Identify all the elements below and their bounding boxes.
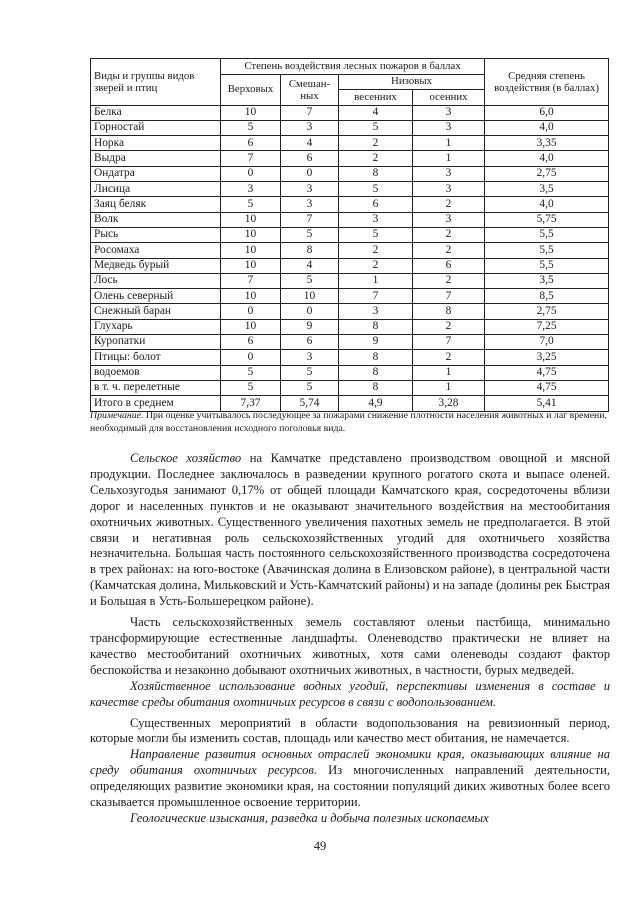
table-row [91, 182, 609, 197]
header-crown: Верховых [221, 75, 281, 106]
cell-species: Выдра [91, 151, 221, 166]
cell-mixed: 5 [281, 227, 339, 242]
cell-average: 2,75 [485, 304, 609, 319]
cell-crown: 7 [221, 151, 281, 166]
cell-species: Росомаха [91, 243, 221, 258]
cell-average: 6,0 [485, 105, 609, 120]
table-row [91, 197, 609, 212]
note-text: При оценке учитывалось последующее за пожарами снижение плотности населения животных и лаг времени, необходимый для восстановления исходного поголовья вида. [90, 410, 607, 434]
cell-species: Лисица [91, 182, 221, 197]
cell-average: 5,41 [485, 396, 609, 411]
cell-species: Норка [91, 136, 221, 151]
table-row [91, 380, 609, 395]
cell-average: 8,5 [485, 289, 609, 304]
cell-average: 7,25 [485, 319, 609, 334]
table-row [91, 350, 609, 365]
header-ground-group: Низовых [339, 75, 485, 90]
cell-spring: 6 [339, 197, 413, 212]
cell-spring: 3 [339, 304, 413, 319]
cell-crown: 10 [221, 258, 281, 273]
page-number: 49 [313, 839, 327, 853]
cell-mixed: 9 [281, 319, 339, 334]
table-row [91, 289, 609, 304]
cell-autumn: 2 [413, 350, 485, 365]
cell-autumn: 3 [413, 182, 485, 197]
cell-average: 4,75 [485, 380, 609, 395]
cell-crown: 10 [221, 105, 281, 120]
table-row [91, 304, 609, 319]
cell-mixed: 7 [281, 105, 339, 120]
cell-spring: 8 [339, 350, 413, 365]
paragraph-agriculture-text: на Камчатке представлено производством овощной и мясной продукции. Последнее заключалось в разведении крупного рогатого скота и выпасе оленей. Сельхозугодья занимают 0,17% от общей площади Камчатского края, сосредоточены вблизи дорог и населенных пунктов и не оказывают значительного воздействия на местообитания охотничьих животных. Существенного увеличения пахотных земель не предполагается. В этой связи и негативная роль сельскохозяйственных угодий для охотничьего хозяйства незначительна. Большая часть постоянного сельскохозяйственного производства сосредоточена в трех районах: на юго-востоке (Авачинская долина в Елизовском районе), в центральной части (Камчатская долина, Мильковский и Усть-Камчатский районы) и на западе (долины рек Быстрая и Большая в Усть-Большерецком районе). [90, 451, 610, 609]
cell-average: 5,5 [485, 243, 609, 258]
cell-average: 3,5 [485, 182, 609, 197]
table-row [91, 227, 609, 242]
note-label: Примечание. [90, 410, 144, 421]
cell-spring: 3 [339, 212, 413, 227]
cell-mixed: 3 [281, 120, 339, 135]
cell-mixed: 4 [281, 258, 339, 273]
cell-spring: 7 [339, 289, 413, 304]
cell-autumn: 2 [413, 243, 485, 258]
cell-species: Горностай [91, 120, 221, 135]
cell-autumn: 1 [413, 365, 485, 380]
cell-mixed: 5,74 [281, 396, 339, 411]
table-row [91, 365, 609, 380]
table-row [91, 166, 609, 181]
heading-geology: Геологические изыскания, разведка и добыча полезных ископаемых [130, 810, 489, 825]
paragraph-economy-text: Из многочисленных направлений деятельности, определяющих развитие экономики края, на состоянии популяций диких животных более всего сказывается промышленное освоение территории. [90, 763, 610, 810]
cell-mixed: 0 [281, 304, 339, 319]
cell-mixed: 3 [281, 197, 339, 212]
table-row [91, 335, 609, 350]
cell-average: 4,0 [485, 151, 609, 166]
cell-crown: 0 [221, 304, 281, 319]
cell-spring: 2 [339, 243, 413, 258]
cell-crown: 3 [221, 182, 281, 197]
cell-average: 7,0 [485, 335, 609, 350]
cell-species: Птицы: болот [91, 350, 221, 365]
cell-spring: 4 [339, 105, 413, 120]
cell-species: Лось [91, 273, 221, 288]
cell-average: 3,35 [485, 136, 609, 151]
cell-autumn: 2 [413, 197, 485, 212]
cell-crown: 5 [221, 197, 281, 212]
cell-mixed: 5 [281, 365, 339, 380]
cell-mixed: 5 [281, 273, 339, 288]
cell-crown: 7 [221, 273, 281, 288]
cell-spring: 2 [339, 136, 413, 151]
header-autumn: осенних [413, 90, 485, 105]
cell-crown: 6 [221, 136, 281, 151]
cell-autumn: 6 [413, 258, 485, 273]
cell-species: Глухарь [91, 319, 221, 334]
cell-average: 2,75 [485, 166, 609, 181]
cell-mixed: 5 [281, 380, 339, 395]
cell-species: Волк [91, 212, 221, 227]
cell-crown: 10 [221, 227, 281, 242]
cell-autumn: 3 [413, 212, 485, 227]
cell-crown: 5 [221, 380, 281, 395]
cell-spring: 2 [339, 258, 413, 273]
cell-crown: 5 [221, 365, 281, 380]
cell-crown: 0 [221, 166, 281, 181]
cell-crown: 0 [221, 350, 281, 365]
cell-mixed: 3 [281, 350, 339, 365]
cell-spring: 8 [339, 365, 413, 380]
table-row [91, 243, 609, 258]
cell-spring: 1 [339, 273, 413, 288]
paragraph-reindeer: Часть сельскохозяйственных земель составляют оленьи пастбища, минимально трансформирующие естественные ландшафты. Оленеводство практически не влияет на качество местообитаний охотничьих животных, хотя сами оленеводы создают фактор беспокойства и незаконно добывают охотничьих животных, в частности, бурых медведей. [90, 615, 610, 677]
cell-autumn: 1 [413, 380, 485, 395]
cell-mixed: 4 [281, 136, 339, 151]
cell-species: Куропатки [91, 335, 221, 350]
cell-crown: 7,37 [221, 396, 281, 411]
cell-autumn: 3 [413, 166, 485, 181]
cell-mixed: 10 [281, 289, 339, 304]
cell-species: Олень северный [91, 289, 221, 304]
cell-mixed: 0 [281, 166, 339, 181]
paragraph-agriculture [90, 451, 610, 610]
table-note [90, 410, 610, 435]
cell-species: Медведь бурый [91, 258, 221, 273]
header-mixed: Смешан-ных [281, 75, 339, 106]
cell-spring: 8 [339, 319, 413, 334]
cell-average: 4,0 [485, 197, 609, 212]
cell-species: в т. ч. перелетные [91, 380, 221, 395]
cell-crown: 10 [221, 289, 281, 304]
cell-average: 4,0 [485, 120, 609, 135]
table-row [91, 273, 609, 288]
cell-mixed: 6 [281, 335, 339, 350]
header-degree-group: Степень воздействия лесных пожаров в баллах [221, 59, 485, 75]
table-row [91, 258, 609, 273]
cell-autumn: 7 [413, 289, 485, 304]
paragraph-economy [90, 747, 610, 811]
fire-impact-table [90, 58, 609, 412]
cell-mixed: 8 [281, 243, 339, 258]
table-row [91, 151, 609, 166]
cell-spring: 5 [339, 227, 413, 242]
cell-spring: 8 [339, 380, 413, 395]
cell-mixed: 7 [281, 212, 339, 227]
cell-average: 5,5 [485, 258, 609, 273]
body-text [90, 451, 610, 827]
cell-crown: 10 [221, 212, 281, 227]
cell-autumn: 2 [413, 227, 485, 242]
cell-crown: 10 [221, 243, 281, 258]
cell-autumn: 1 [413, 136, 485, 151]
cell-autumn: 2 [413, 273, 485, 288]
cell-species: Ондатра [91, 166, 221, 181]
cell-species: водоемов [91, 365, 221, 380]
paragraph-agriculture-lead: Сельское хозяйство [130, 451, 242, 465]
header-spring: весенних [339, 90, 413, 105]
cell-crown: 6 [221, 335, 281, 350]
cell-spring: 5 [339, 182, 413, 197]
cell-crown: 5 [221, 120, 281, 135]
table-row [91, 396, 609, 411]
cell-spring: 2 [339, 151, 413, 166]
table-body [91, 105, 609, 411]
cell-species: Белка [91, 105, 221, 120]
cell-mixed: 6 [281, 151, 339, 166]
cell-spring: 8 [339, 166, 413, 181]
cell-average: 4,75 [485, 365, 609, 380]
cell-species: Итого в среднем [91, 396, 221, 411]
table-row [91, 120, 609, 135]
cell-mixed: 3 [281, 182, 339, 197]
header-average: Средняя степень воздействия (в баллах) [485, 59, 609, 106]
cell-species: Снежный баран [91, 304, 221, 319]
cell-spring: 9 [339, 335, 413, 350]
cell-species: Заяц беляк [91, 197, 221, 212]
table-row [91, 319, 609, 334]
heading-water-use: Хозяйственное использование водных угодий, перспективы изменения в составе и качестве среды обитания охотничьих ресурсов в связи с водопользованием. [90, 678, 610, 709]
cell-average: 5,75 [485, 212, 609, 227]
cell-autumn: 3 [413, 105, 485, 120]
cell-autumn: 2 [413, 319, 485, 334]
cell-autumn: 7 [413, 335, 485, 350]
cell-average: 3,5 [485, 273, 609, 288]
cell-crown: 10 [221, 319, 281, 334]
paragraph-economy-lead: Направление развития основных отраслей экономики края, оказывающих влияние на среду обитания охотничьих ресурсов. [90, 747, 610, 778]
cell-spring: 5 [339, 120, 413, 135]
cell-average: 5,5 [485, 227, 609, 242]
cell-autumn: 3,28 [413, 396, 485, 411]
cell-species: Рысь [91, 227, 221, 242]
cell-autumn: 3 [413, 120, 485, 135]
table-row [91, 136, 609, 151]
table-row [91, 105, 609, 120]
header-species: Виды и группы видов зверей и птиц [91, 59, 221, 106]
cell-autumn: 8 [413, 304, 485, 319]
paragraph-water-measures: Существенных мероприятий в области водопользования на ревизионный период, которые могли бы изменить состав, площадь или качество мест обитания, не намечается. [90, 715, 610, 746]
cell-average: 3,25 [485, 350, 609, 365]
table-row [91, 212, 609, 227]
cell-spring: 4,9 [339, 396, 413, 411]
cell-autumn: 1 [413, 151, 485, 166]
